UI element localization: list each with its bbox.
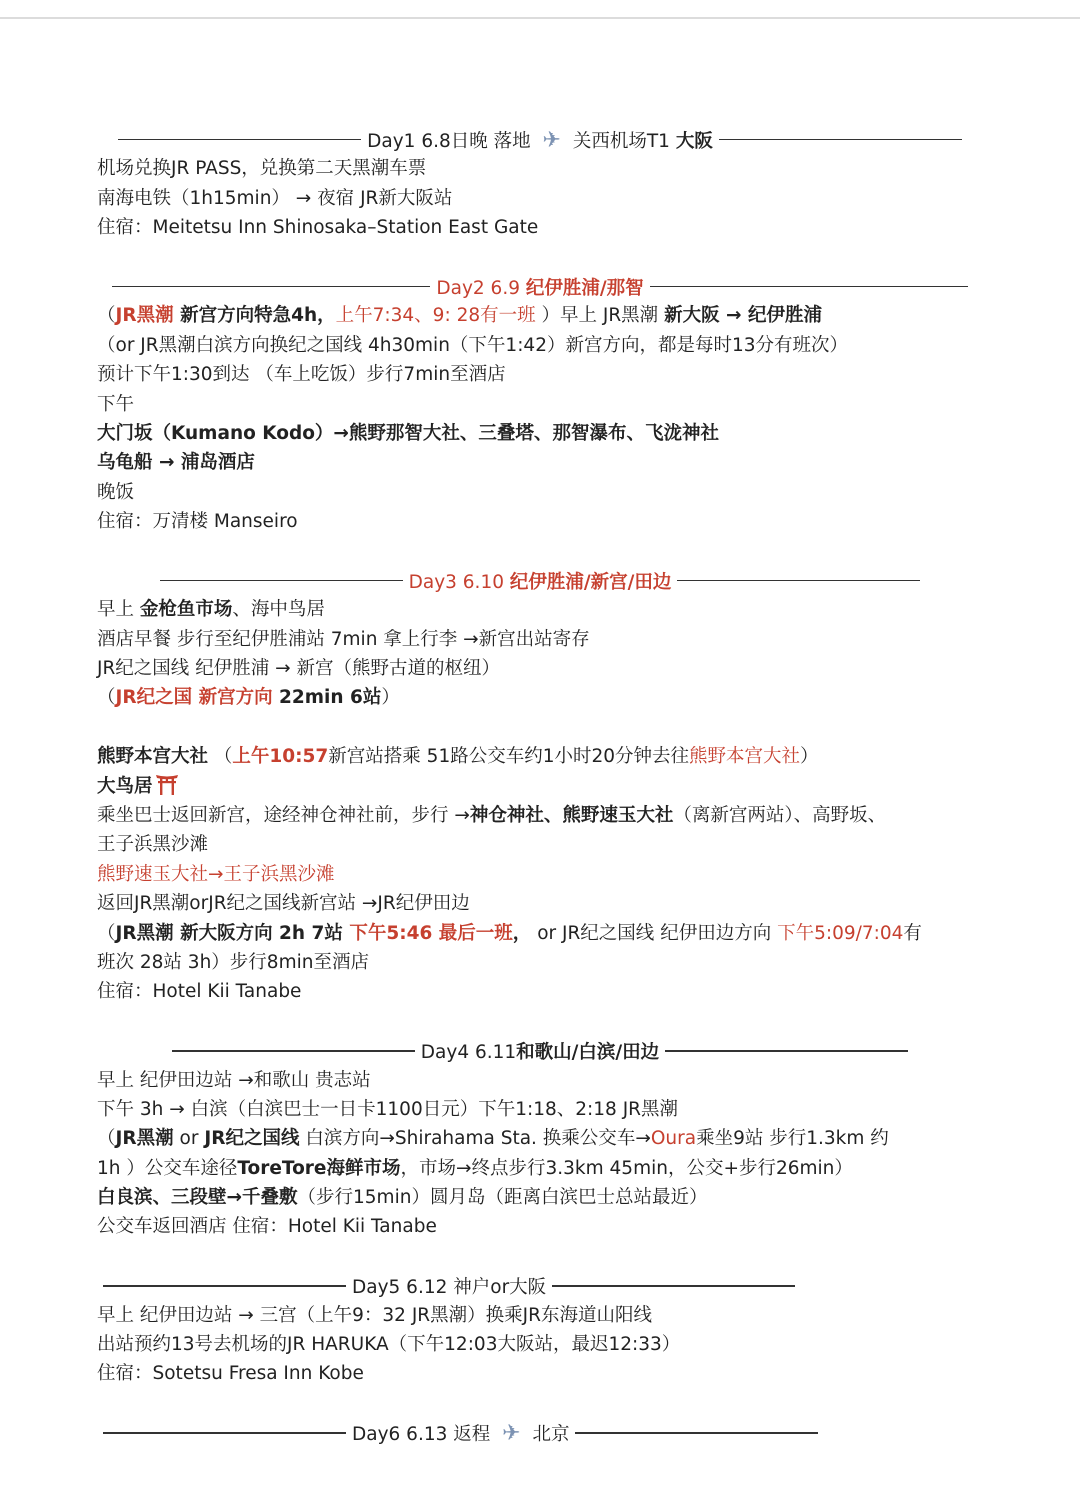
day-title xyxy=(436,274,643,300)
text-run: 住宿：万清楼 Manseiro xyxy=(97,511,298,533)
itinerary-line xyxy=(97,1301,997,1330)
text-run: （ xyxy=(208,746,233,768)
text-run: 机场兑换JR PASS，兑换第二天黑潮车票 xyxy=(97,158,427,180)
itinerary-line xyxy=(97,360,997,389)
highlight-text: 熊野本宫大社 xyxy=(689,746,801,768)
text-run: （步行15min）圆月岛（距离白滨巴士总站最近） xyxy=(297,1187,708,1209)
header-rule-left xyxy=(103,1285,346,1287)
itinerary-line xyxy=(97,683,997,712)
top-divider xyxy=(0,17,1080,19)
text-run: （ xyxy=(97,1128,116,1150)
text-run: 出站预约13号去机场的JR HARUKA（下午12:03大阪站，最迟12:33） xyxy=(97,1334,681,1356)
text-run: 晚饭 xyxy=(97,481,135,503)
itinerary-line xyxy=(97,1212,997,1241)
text-run: 早上 纪伊田边站 →和歌山 贵志站 xyxy=(97,1069,371,1091)
itinerary-line xyxy=(97,948,997,977)
day-title xyxy=(352,1420,569,1446)
itinerary-line xyxy=(97,184,997,213)
header-rule-right xyxy=(552,1285,795,1287)
itinerary-line xyxy=(97,830,997,859)
bold-text: ToreTore海鲜市场 xyxy=(237,1157,401,1179)
text-run: 北京 xyxy=(526,1423,570,1445)
itinerary-line xyxy=(97,595,997,624)
highlight-text: 上午10:57 xyxy=(232,746,329,768)
header-rule-left xyxy=(160,580,403,582)
text-run: Day1 6.8日晚 落地 xyxy=(367,130,537,152)
text-run: 乘坐9站 步行1.3km 约 xyxy=(696,1128,889,1150)
bold-text: 大鸟居 xyxy=(97,775,153,797)
header-rule-left xyxy=(112,286,430,288)
day-title xyxy=(421,1038,659,1064)
bold-text: JR纪之国线 xyxy=(204,1128,300,1150)
itinerary-line xyxy=(97,1183,997,1212)
text-run: 白滨方向→Shirahama Sta. 换乘公交车→ xyxy=(299,1128,651,1150)
itinerary-line xyxy=(97,625,997,654)
text-run: ，市场→终点步行3.3km 45min，公交+步行26min） xyxy=(400,1157,853,1179)
text-run: 乘坐巴士返回新宫，途经神仓神社前，步行 → xyxy=(97,804,470,826)
itinerary-line xyxy=(97,654,997,683)
highlight-text: JR纪之国 新宫方向 xyxy=(115,687,273,709)
text-run: 酒店早餐 步行至纪伊胜浦站 7min 拿上行李 →新宫出站寄存 xyxy=(97,628,590,650)
itinerary-line xyxy=(97,1095,997,1124)
highlight-text: Day3 6.10 xyxy=(408,571,510,593)
bold-text: 大门坂（Kumano Kodo）→熊野那智大社、三叠塔、那智瀑布、飞泷神社 xyxy=(97,422,719,444)
text-run: Day4 6.11 xyxy=(420,1041,517,1063)
itinerary-line xyxy=(97,801,997,830)
text-run: 早上 纪伊田边站 → 三宫（上午9：32 JR黑潮）换乘JR东海道山阳线 xyxy=(97,1304,652,1326)
text-run: 返回JR黑潮orJR纪之国线新宫站 →JR纪伊田边 xyxy=(97,893,470,915)
bold-text: JR黑潮 新大阪方向 2h 7站 xyxy=(115,922,350,944)
text-run: 下午 3h → 白滨（白滨巴士一日卡1100日元）下午1:18、2:18 JR黑潮 xyxy=(97,1098,678,1120)
itinerary-line xyxy=(97,742,997,771)
text-run: 关西机场T1 xyxy=(566,130,676,152)
text-run: ） xyxy=(800,746,819,768)
highlight-text: 下午5:46 最后一班 xyxy=(349,922,513,944)
bold-text: 新宫方向特急4h， xyxy=(173,305,336,327)
itinerary-line xyxy=(97,507,997,536)
itinerary-line xyxy=(97,213,997,242)
text-run: （or JR黑潮白滨方向换纪之国线 4h30min（下午1:42）新宫方向，都是每时13分有班次） xyxy=(97,334,849,356)
highlight-text: JR黑潮 xyxy=(115,305,174,327)
text-run: 预计下午1:30到达 （车上吃饭）步行7min至酒店 xyxy=(97,364,506,386)
itinerary-line xyxy=(97,1124,997,1153)
text-run: 新宫站搭乘 51路公交车约1小时20分钟去往 xyxy=(328,746,690,768)
bold-text: 大阪 xyxy=(675,130,713,152)
itinerary-line xyxy=(97,331,997,360)
bold-text: ， xyxy=(512,922,532,944)
text-run: 住宿：Meitetsu Inn Shinosaka–Station East Gate xyxy=(97,217,539,239)
text-run: 南海电铁（1h15min） → 夜宿 JR新大阪站 xyxy=(97,187,453,209)
text-run: 住宿：Sotetsu Fresa Inn Kobe xyxy=(97,1363,364,1385)
itinerary-line xyxy=(97,977,997,1006)
bold-text: 白良滨、三段壁→千叠敷 xyxy=(97,1187,298,1209)
itinerary-line xyxy=(97,478,997,507)
highlight-text: 上午7:34、9: 28有一班 xyxy=(335,305,536,327)
bold-text: 新大阪 → 纪伊胜浦 xyxy=(664,305,822,327)
itinerary-line xyxy=(97,390,997,419)
itinerary-line xyxy=(97,1359,997,1388)
section-gap xyxy=(97,1007,997,1036)
text-run: Day6 6.13 返程 xyxy=(352,1423,497,1445)
bold-text: 神仓神社、熊野速玉大社 xyxy=(469,804,674,826)
text-run: 王子浜黑沙滩 xyxy=(97,834,209,856)
header-rule-right xyxy=(719,139,962,141)
itinerary-line xyxy=(97,889,997,918)
text-run: 公交车返回酒店 住宿：Hotel Kii Tanabe xyxy=(97,1216,437,1238)
airplane-icon: ✈ xyxy=(542,127,561,153)
itinerary-line xyxy=(97,1066,997,1095)
header-rule-right xyxy=(665,1050,908,1052)
header-rule-right xyxy=(677,580,920,582)
text-run: ） xyxy=(381,687,400,709)
text-run: 1h ）公交车途径 xyxy=(97,1157,238,1179)
bold-text: 乌龟船 → 浦岛酒店 xyxy=(97,452,255,474)
itinerary-line xyxy=(97,301,997,330)
bold-text: 22min 6站 xyxy=(272,687,382,709)
section-gap xyxy=(97,1242,997,1271)
itinerary-line xyxy=(97,860,997,889)
itinerary-line xyxy=(97,419,997,448)
text-run: 住宿：Hotel Kii Tanabe xyxy=(97,981,302,1003)
text-run: ）早上 JR黑潮 xyxy=(535,305,665,327)
bold-text: 和歌山/白滨/田边 xyxy=(516,1041,660,1063)
highlight-text: 下午5:09/7:04 xyxy=(777,922,904,944)
day-header xyxy=(97,272,983,301)
itinerary-document xyxy=(97,125,997,1448)
bold-text: 熊野本宫大社 xyxy=(97,746,209,768)
highlight-text: Oura xyxy=(650,1128,697,1150)
text-run: （ xyxy=(97,922,116,944)
text-run: or xyxy=(173,1128,205,1150)
day-title xyxy=(409,568,672,594)
airplane-icon: ✈ xyxy=(502,1420,521,1446)
day-header xyxy=(97,1271,983,1300)
text-run: 有 xyxy=(903,922,922,944)
day-title xyxy=(367,127,713,153)
itinerary-line xyxy=(97,772,997,801)
text-run: （ xyxy=(97,687,116,709)
text-run: 、海中鸟居 xyxy=(232,599,325,621)
header-rule-left xyxy=(118,139,361,141)
text-run: or JR纪之国线 纪伊田边方向 xyxy=(531,922,778,944)
bold-text: JR黑潮 xyxy=(115,1128,174,1150)
section-gap xyxy=(97,536,997,565)
section-gap xyxy=(97,243,997,272)
section-gap xyxy=(97,1389,997,1418)
header-rule-right xyxy=(650,286,968,288)
itinerary-line xyxy=(97,448,997,477)
text-run: JR纪之国线 纪伊胜浦 → 新宫（熊野古道的枢纽） xyxy=(97,658,500,680)
day-header xyxy=(97,566,983,595)
header-rule-left xyxy=(172,1050,415,1052)
text-run: 班次 28站 3h）步行8min至酒店 xyxy=(97,951,369,973)
bold-text: 金枪鱼市场 xyxy=(139,599,233,621)
highlight-text: 纪伊胜浦/那智 xyxy=(525,277,644,299)
header-rule-left xyxy=(103,1432,346,1434)
highlight-text: 熊野速玉大社→王子浜黑沙滩 xyxy=(97,863,335,885)
text-run: Day5 6.12 神户or大阪 xyxy=(352,1276,547,1298)
itinerary-line xyxy=(97,1154,997,1183)
text-run: （ xyxy=(97,305,116,327)
day-header xyxy=(97,1418,983,1447)
highlight-text: Day2 6.9 xyxy=(436,277,526,299)
itinerary-line xyxy=(97,713,997,742)
itinerary-line xyxy=(97,1330,997,1359)
header-rule-right xyxy=(575,1432,818,1434)
day-header xyxy=(97,125,983,154)
torii-icon xyxy=(155,772,179,805)
day-header xyxy=(97,1036,983,1065)
text-run: 下午 xyxy=(97,393,135,415)
highlight-text: 纪伊胜浦/新宫/田边 xyxy=(509,571,672,593)
itinerary-line xyxy=(97,919,997,948)
day-title xyxy=(352,1273,546,1299)
text-run: 早上 xyxy=(97,599,140,621)
itinerary-line xyxy=(97,154,997,183)
text-run: （离新宫两站）、高野坂、 xyxy=(673,804,887,826)
